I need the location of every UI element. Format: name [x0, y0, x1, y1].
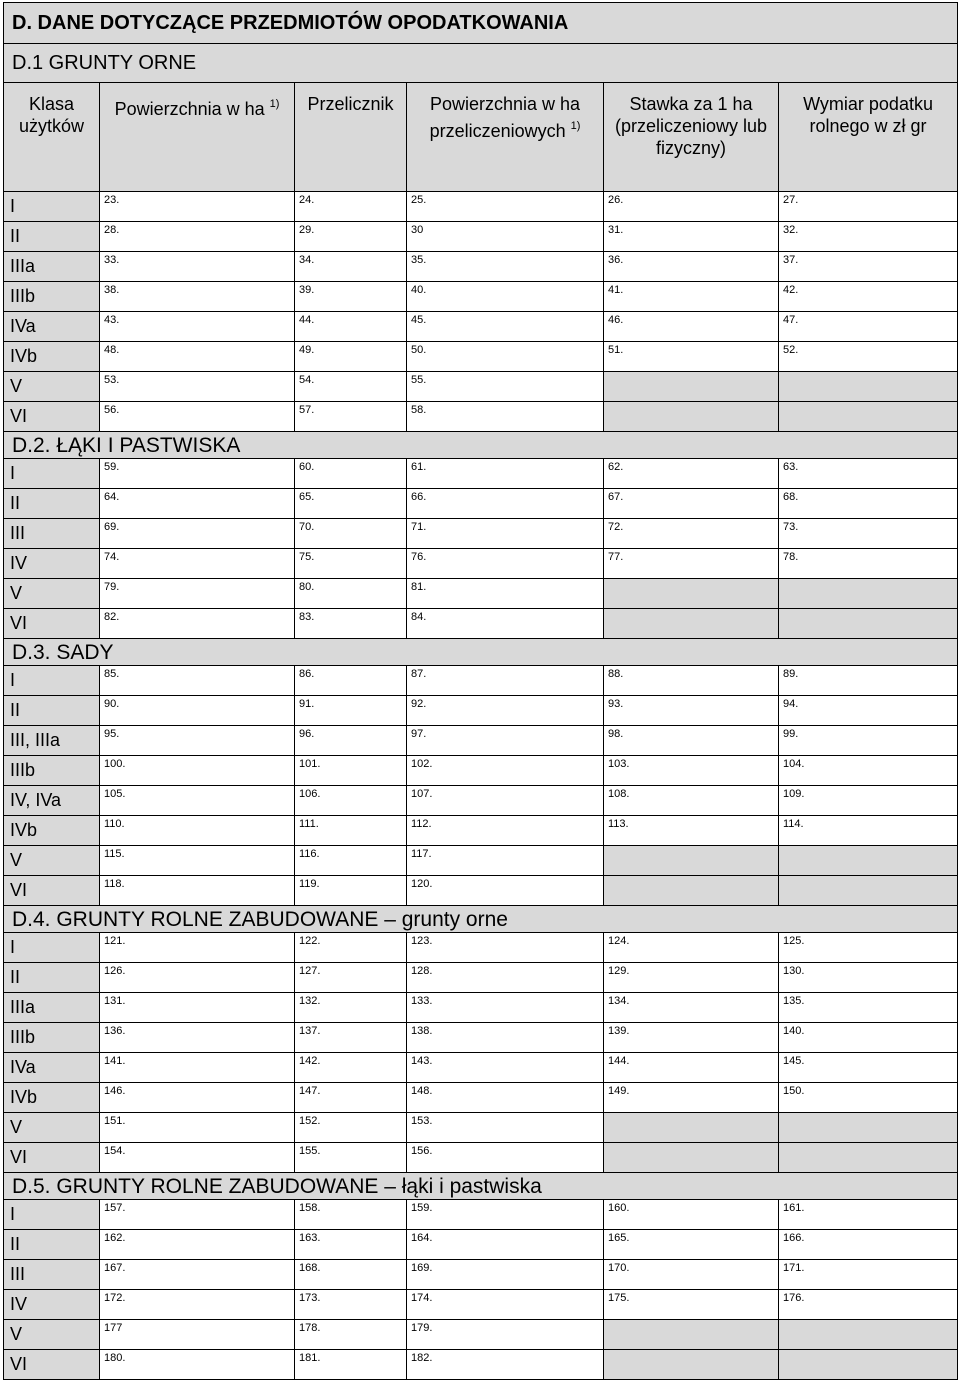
field-cell[interactable]: 135. — [779, 993, 958, 1023]
disabled-cell — [604, 846, 779, 876]
field-cell[interactable]: 182. — [407, 1350, 604, 1380]
table-row — [4, 993, 958, 1023]
field-cell[interactable]: 107. — [407, 786, 604, 816]
field-cell[interactable]: 155. — [295, 1143, 407, 1173]
table-row — [4, 222, 958, 252]
klasa-label: II — [4, 963, 100, 993]
klasa-label: IVb — [4, 1083, 100, 1113]
disabled-cell — [604, 1320, 779, 1350]
klasa-label: IIIb — [4, 282, 100, 312]
field-cell[interactable]: 52. — [779, 342, 958, 372]
table-row — [4, 549, 958, 579]
field-cell[interactable]: 33. — [100, 252, 295, 282]
field-cell[interactable]: 24. — [295, 192, 407, 222]
field-cell[interactable]: 163. — [295, 1230, 407, 1260]
klasa-label: I — [4, 666, 100, 696]
klasa-label: V — [4, 372, 100, 402]
field-cell[interactable]: 56. — [100, 402, 295, 432]
field-cell[interactable]: 154. — [100, 1143, 295, 1173]
field-cell[interactable]: 90. — [100, 696, 295, 726]
field-cell[interactable]: 70. — [295, 519, 407, 549]
table-row — [4, 696, 958, 726]
field-cell[interactable]: 37. — [779, 252, 958, 282]
field-cell[interactable]: 40. — [407, 282, 604, 312]
table-row — [4, 1230, 958, 1260]
field-cell[interactable]: 96. — [295, 726, 407, 756]
field-cell[interactable]: 41. — [604, 282, 779, 312]
field-cell[interactable]: 61. — [407, 459, 604, 489]
field-cell[interactable]: 93. — [604, 696, 779, 726]
field-cell[interactable]: 147. — [295, 1083, 407, 1113]
form-section-title: D. DANE DOTYCZĄCE PRZEDMIOTÓW OPODATKOWANIA — [4, 3, 958, 44]
table-row — [4, 1083, 958, 1113]
field-cell[interactable]: 149. — [604, 1083, 779, 1113]
field-cell[interactable]: 60. — [295, 459, 407, 489]
footnote-marker: 1) — [570, 120, 581, 132]
klasa-label: IIIb — [4, 1023, 100, 1053]
disabled-cell — [779, 579, 958, 609]
klasa-label: II — [4, 1230, 100, 1260]
section-title: D.2. ŁĄKI I PASTWISKA — [4, 432, 958, 459]
field-cell[interactable]: 75. — [295, 549, 407, 579]
disabled-cell — [779, 1320, 958, 1350]
field-cell[interactable]: 63. — [779, 459, 958, 489]
disabled-cell — [604, 579, 779, 609]
klasa-label: III — [4, 519, 100, 549]
disabled-cell — [779, 1350, 958, 1380]
disabled-cell — [604, 609, 779, 639]
field-cell[interactable]: 44. — [295, 312, 407, 342]
field-cell[interactable]: 134. — [604, 993, 779, 1023]
field-cell[interactable]: 152. — [295, 1113, 407, 1143]
field-cell[interactable]: 80. — [295, 579, 407, 609]
field-cell[interactable]: 97. — [407, 726, 604, 756]
field-cell[interactable]: 39. — [295, 282, 407, 312]
table-row — [4, 519, 958, 549]
table-row — [4, 666, 958, 696]
field-cell[interactable]: 66. — [407, 489, 604, 519]
table-row — [4, 579, 958, 609]
field-cell[interactable]: 95. — [100, 726, 295, 756]
field-cell[interactable]: 143. — [407, 1053, 604, 1083]
klasa-label: I — [4, 1200, 100, 1230]
klasa-label: III — [4, 1260, 100, 1290]
field-cell[interactable]: 133. — [407, 993, 604, 1023]
field-cell[interactable]: 160. — [604, 1200, 779, 1230]
field-cell[interactable]: 77. — [604, 549, 779, 579]
field-cell[interactable]: 104. — [779, 756, 958, 786]
table-row — [4, 1320, 958, 1350]
field-cell[interactable]: 153. — [407, 1113, 604, 1143]
field-cell[interactable]: 78. — [779, 549, 958, 579]
disabled-cell — [779, 402, 958, 432]
field-cell[interactable]: 164. — [407, 1230, 604, 1260]
table-row — [4, 1113, 958, 1143]
table-row — [4, 459, 958, 489]
table-row — [4, 282, 958, 312]
table-row — [4, 756, 958, 786]
field-cell[interactable]: 165. — [604, 1230, 779, 1260]
field-cell[interactable]: 91. — [295, 696, 407, 726]
field-cell[interactable]: 65. — [295, 489, 407, 519]
table-row — [4, 1143, 958, 1173]
field-cell[interactable]: 74. — [100, 549, 295, 579]
field-cell[interactable]: 178. — [295, 1320, 407, 1350]
table-row — [4, 1260, 958, 1290]
field-cell[interactable]: 116. — [295, 846, 407, 876]
field-cell[interactable]: 89. — [779, 666, 958, 696]
klasa-label: VI — [4, 1350, 100, 1380]
field-cell[interactable]: 109. — [779, 786, 958, 816]
klasa-label: V — [4, 846, 100, 876]
field-cell[interactable]: 72. — [604, 519, 779, 549]
klasa-label: IIIb — [4, 756, 100, 786]
header-powierzchnia: Powierzchnia w ha $^{1)}$ — [100, 83, 295, 192]
field-cell[interactable]: 127. — [295, 963, 407, 993]
klasa-label: IV — [4, 549, 100, 579]
field-cell[interactable]: 159. — [407, 1200, 604, 1230]
disabled-cell — [604, 876, 779, 906]
field-cell[interactable]: 176. — [779, 1290, 958, 1320]
field-cell[interactable]: 48. — [100, 342, 295, 372]
field-cell[interactable]: 62. — [604, 459, 779, 489]
field-cell[interactable]: 162. — [100, 1230, 295, 1260]
field-cell[interactable]: 115. — [100, 846, 295, 876]
section-heading-row — [4, 1173, 958, 1200]
field-cell[interactable]: 113. — [604, 816, 779, 846]
field-cell[interactable]: 69. — [100, 519, 295, 549]
disabled-cell — [779, 876, 958, 906]
disabled-cell — [779, 1143, 958, 1173]
klasa-label: IIIa — [4, 993, 100, 1023]
field-cell[interactable]: 102. — [407, 756, 604, 786]
footnote-marker: 1) — [269, 98, 280, 110]
field-cell[interactable]: 168. — [295, 1260, 407, 1290]
field-cell[interactable]: 144. — [604, 1053, 779, 1083]
table-row — [4, 876, 958, 906]
field-cell[interactable]: 136. — [100, 1023, 295, 1053]
field-cell[interactable]: 161. — [779, 1200, 958, 1230]
field-cell[interactable]: 120. — [407, 876, 604, 906]
field-cell[interactable]: 108. — [604, 786, 779, 816]
field-cell[interactable]: 123. — [407, 933, 604, 963]
field-cell[interactable]: 57. — [295, 402, 407, 432]
field-cell[interactable]: 157. — [100, 1200, 295, 1230]
klasa-label: V — [4, 1320, 100, 1350]
table-row — [4, 192, 958, 222]
section-title: D.3. SADY — [4, 639, 958, 666]
section-d1-title: D.1 GRUNTY ORNE — [4, 44, 958, 83]
field-cell[interactable]: 83. — [295, 609, 407, 639]
field-cell[interactable]: 45. — [407, 312, 604, 342]
klasa-label: VI — [4, 1143, 100, 1173]
field-cell[interactable]: 94. — [779, 696, 958, 726]
section-title: D.4. GRUNTY ROLNE ZABUDOWANE – grunty orne — [4, 906, 958, 933]
field-cell[interactable]: 177 — [100, 1320, 295, 1350]
field-cell[interactable]: 86. — [295, 666, 407, 696]
klasa-label: IVa — [4, 312, 100, 342]
klasa-label: IV — [4, 1290, 100, 1320]
field-cell[interactable]: 46. — [604, 312, 779, 342]
field-cell[interactable]: 50. — [407, 342, 604, 372]
field-cell[interactable]: 73. — [779, 519, 958, 549]
field-cell[interactable]: 30 — [407, 222, 604, 252]
header-powierzchnia-przeliczeniowa: Powierzchnia w ha przeliczeniowych $^{1)}$ — [407, 83, 604, 192]
disabled-cell — [604, 372, 779, 402]
table-row — [4, 312, 958, 342]
field-cell[interactable]: 58. — [407, 402, 604, 432]
field-cell[interactable]: 82. — [100, 609, 295, 639]
klasa-label: I — [4, 192, 100, 222]
field-cell[interactable]: 121. — [100, 933, 295, 963]
header-wymiar: Wymiar podatku rolnego w zł gr — [779, 83, 958, 192]
table-row — [4, 402, 958, 432]
table-row — [4, 342, 958, 372]
field-cell[interactable]: 124. — [604, 933, 779, 963]
field-cell[interactable]: 150. — [779, 1083, 958, 1113]
field-cell[interactable]: 59. — [100, 459, 295, 489]
field-cell[interactable]: 138. — [407, 1023, 604, 1053]
klasa-label: I — [4, 933, 100, 963]
section-heading-row — [4, 639, 958, 666]
field-cell[interactable]: 54. — [295, 372, 407, 402]
field-cell[interactable]: 23. — [100, 192, 295, 222]
field-cell[interactable]: 26. — [604, 192, 779, 222]
table-row — [4, 1023, 958, 1053]
field-cell[interactable]: 84. — [407, 609, 604, 639]
table-row — [4, 816, 958, 846]
table-row — [4, 1200, 958, 1230]
field-cell[interactable]: 64. — [100, 489, 295, 519]
field-cell[interactable]: 38. — [100, 282, 295, 312]
field-cell[interactable]: 85. — [100, 666, 295, 696]
table-row — [4, 786, 958, 816]
field-cell[interactable]: 28. — [100, 222, 295, 252]
klasa-label: I — [4, 459, 100, 489]
field-cell[interactable]: 145. — [779, 1053, 958, 1083]
field-cell[interactable]: 43. — [100, 312, 295, 342]
field-cell[interactable]: 98. — [604, 726, 779, 756]
disabled-cell — [779, 372, 958, 402]
field-cell[interactable]: 103. — [604, 756, 779, 786]
section-heading-row — [4, 432, 958, 459]
field-cell[interactable]: 67. — [604, 489, 779, 519]
table-row — [4, 1350, 958, 1380]
field-cell[interactable]: 106. — [295, 786, 407, 816]
table-row — [4, 252, 958, 282]
field-cell[interactable]: 181. — [295, 1350, 407, 1380]
field-cell[interactable]: 55. — [407, 372, 604, 402]
field-cell[interactable]: 68. — [779, 489, 958, 519]
header-klasa: Klasa użytków — [4, 83, 100, 192]
field-cell[interactable]: 146. — [100, 1083, 295, 1113]
field-cell[interactable]: 81. — [407, 579, 604, 609]
field-cell[interactable]: 158. — [295, 1200, 407, 1230]
field-cell[interactable]: 88. — [604, 666, 779, 696]
field-cell[interactable]: 119. — [295, 876, 407, 906]
field-cell[interactable]: 180. — [100, 1350, 295, 1380]
field-cell[interactable]: 156. — [407, 1143, 604, 1173]
field-cell[interactable]: 92. — [407, 696, 604, 726]
field-cell[interactable]: 34. — [295, 252, 407, 282]
field-cell[interactable]: 114. — [779, 816, 958, 846]
field-cell[interactable]: 126. — [100, 963, 295, 993]
field-cell[interactable]: 128. — [407, 963, 604, 993]
field-cell[interactable]: 111. — [295, 816, 407, 846]
field-cell[interactable]: 31. — [604, 222, 779, 252]
field-cell[interactable]: 125. — [779, 933, 958, 963]
field-cell[interactable]: 79. — [100, 579, 295, 609]
table-row — [4, 1053, 958, 1083]
table-row — [4, 1290, 958, 1320]
field-cell[interactable]: 99. — [779, 726, 958, 756]
table-row — [4, 372, 958, 402]
field-cell[interactable]: 87. — [407, 666, 604, 696]
field-cell[interactable]: 42. — [779, 282, 958, 312]
klasa-label: II — [4, 696, 100, 726]
disabled-cell — [779, 846, 958, 876]
field-cell[interactable]: 105. — [100, 786, 295, 816]
klasa-label: IVb — [4, 342, 100, 372]
field-cell[interactable]: 139. — [604, 1023, 779, 1053]
field-cell[interactable]: 51. — [604, 342, 779, 372]
field-cell[interactable]: 167. — [100, 1260, 295, 1290]
table-row — [4, 933, 958, 963]
klasa-label: II — [4, 489, 100, 519]
field-cell[interactable]: 142. — [295, 1053, 407, 1083]
field-cell[interactable]: 112. — [407, 816, 604, 846]
disabled-cell — [779, 1113, 958, 1143]
field-cell[interactable]: 140. — [779, 1023, 958, 1053]
field-cell[interactable]: 131. — [100, 993, 295, 1023]
klasa-label: IV, IVa — [4, 786, 100, 816]
field-cell[interactable]: 141. — [100, 1053, 295, 1083]
field-cell[interactable]: 173. — [295, 1290, 407, 1320]
header-stawka: Stawka za 1 ha (przeliczeniowy lub fizyczny) — [604, 83, 779, 192]
klasa-label: II — [4, 222, 100, 252]
disabled-cell — [604, 1143, 779, 1173]
field-cell[interactable]: 175. — [604, 1290, 779, 1320]
field-cell[interactable]: 53. — [100, 372, 295, 402]
field-cell[interactable]: 117. — [407, 846, 604, 876]
field-cell[interactable]: 166. — [779, 1230, 958, 1260]
field-cell[interactable]: 171. — [779, 1260, 958, 1290]
field-cell[interactable]: 122. — [295, 933, 407, 963]
field-cell[interactable]: 47. — [779, 312, 958, 342]
field-cell[interactable]: 25. — [407, 192, 604, 222]
field-cell[interactable]: 151. — [100, 1113, 295, 1143]
field-cell[interactable]: 100. — [100, 756, 295, 786]
disabled-cell — [604, 1350, 779, 1380]
klasa-label: VI — [4, 402, 100, 432]
field-cell[interactable]: 174. — [407, 1290, 604, 1320]
field-cell[interactable]: 130. — [779, 963, 958, 993]
klasa-label: IVa — [4, 1053, 100, 1083]
field-cell[interactable]: 129. — [604, 963, 779, 993]
field-cell[interactable]: 132. — [295, 993, 407, 1023]
field-cell[interactable]: 179. — [407, 1320, 604, 1350]
field-cell[interactable]: 32. — [779, 222, 958, 252]
tax-form-table — [3, 2, 958, 1380]
field-cell[interactable]: 137. — [295, 1023, 407, 1053]
table-row — [4, 846, 958, 876]
klasa-label: IIIa — [4, 252, 100, 282]
field-cell[interactable]: 35. — [407, 252, 604, 282]
disabled-cell — [604, 1113, 779, 1143]
field-cell[interactable]: 36. — [604, 252, 779, 282]
klasa-label: V — [4, 579, 100, 609]
table-row — [4, 726, 958, 756]
table-row — [4, 963, 958, 993]
field-cell[interactable]: 110. — [100, 816, 295, 846]
table-row — [4, 489, 958, 519]
field-cell[interactable]: 172. — [100, 1290, 295, 1320]
klasa-label: VI — [4, 876, 100, 906]
field-cell[interactable]: 148. — [407, 1083, 604, 1113]
field-cell[interactable]: 76. — [407, 549, 604, 579]
section-heading-row — [4, 906, 958, 933]
klasa-label: IVb — [4, 816, 100, 846]
table-row — [4, 609, 958, 639]
field-cell[interactable]: 71. — [407, 519, 604, 549]
field-cell[interactable]: 118. — [100, 876, 295, 906]
klasa-label: VI — [4, 609, 100, 639]
field-cell[interactable]: 170. — [604, 1260, 779, 1290]
field-cell[interactable]: 49. — [295, 342, 407, 372]
field-cell[interactable]: 101. — [295, 756, 407, 786]
header-przelicznik: Przelicznik — [295, 83, 407, 192]
disabled-cell — [779, 609, 958, 639]
field-cell[interactable]: 29. — [295, 222, 407, 252]
field-cell[interactable]: 27. — [779, 192, 958, 222]
field-cell[interactable]: 169. — [407, 1260, 604, 1290]
klasa-label: III, IIIa — [4, 726, 100, 756]
section-title: D.5. GRUNTY ROLNE ZABUDOWANE – łąki i pastwiska — [4, 1173, 958, 1200]
klasa-label: V — [4, 1113, 100, 1143]
disabled-cell — [604, 402, 779, 432]
